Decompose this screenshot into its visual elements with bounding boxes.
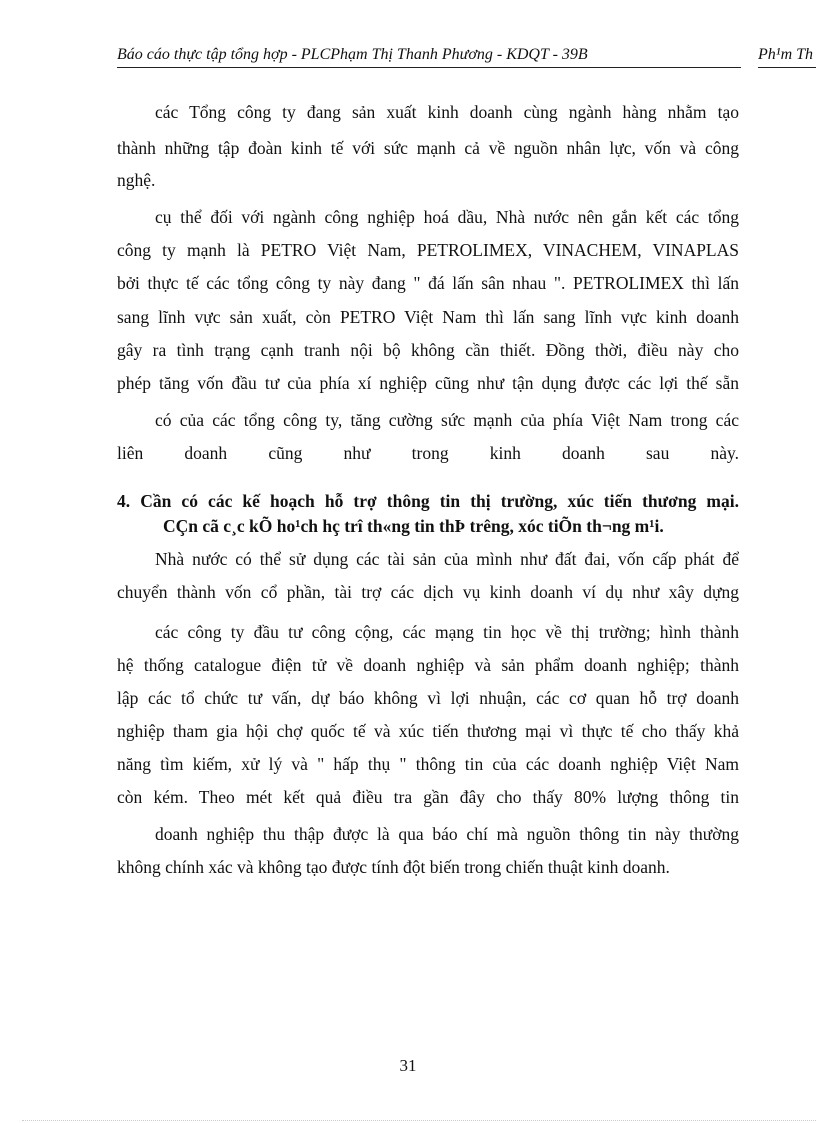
- body-line: còn kém. Theo mét kết quả điều tra gần đây cho thấy 80% lượng thông tin: [117, 787, 739, 807]
- body-line: không chính xác và không tạo được tính đột biến trong chiến thuật kinh doanh.: [117, 857, 670, 877]
- body-line: cụ thể đối với ngành công nghiệp hoá dầu, Nhà nước nên gắn kết các tổng: [155, 207, 739, 227]
- body-line: có của các tổng công ty, tăng cường sức mạnh của phía Việt Nam trong các: [155, 410, 739, 430]
- body-line: lập các tổ chức tư vấn, dự báo không vì lợi nhuận, các cơ quan hỗ trợ doanh: [117, 688, 739, 708]
- page-number: 31: [399, 1056, 417, 1075]
- body-line: năng tìm kiếm, xử lý và " hấp thụ " thông tin của các doanh nghiệp Việt Nam: [117, 754, 739, 774]
- body-line: gây ra tình trạng cạnh tranh nội bộ không cần thiết. Đồng thời, điều này cho: [117, 340, 739, 360]
- body-line: hệ thống catalogue điện tử về doanh nghiệp và sản phẩm doanh nghiệp; thành: [117, 655, 739, 675]
- body-line: doanh nghiệp thu thập được là qua báo chí mà nguồn thông tin này thường: [155, 824, 739, 844]
- body-line: sang lĩnh vực sản xuất, còn PETRO Việt Nam thì lấn sang lĩnh vực kinh doanh: [117, 307, 739, 327]
- section-heading: 4. Cần có các kế hoạch hỗ trợ thông tin thị trường, xúc tiến thương mại.: [117, 491, 739, 511]
- body-line: chuyển thành vốn cổ phần, tài trợ các dịch vụ kinh doanh ví dụ như xây dựng: [117, 582, 739, 602]
- body-line: nghiệp tham gia hội chợ quốc tế và xúc tiến thương mại vì thực tế cho thấy khả: [117, 721, 739, 741]
- body-line: Nhà nước có thể sử dụng các tài sản của mình như đất đai, vốn cấp phát để: [155, 549, 739, 569]
- body-line: bởi thực tế các tổng công ty này đang " đá lấn sân nhau ". PETROLIMEX thì lấn: [117, 273, 739, 293]
- body-line: các Tổng công ty đang sản xuất kinh doanh cùng ngành hàng nhằm tạo: [155, 102, 739, 122]
- section-heading-garbled: CÇn cã c¸c kÕ ho¹ch hç trî th«ng tin thÞ trêng, xóc tiÕn th¬ng m¹i.: [163, 516, 664, 536]
- body-line: công ty mạnh là PETRO Việt Nam, PETROLIMEX, VINACHEM, VINAPLAS: [117, 240, 739, 260]
- body-line: các công ty đầu tư công cộng, các mạng tin học về thị trường; hình thành: [155, 622, 739, 642]
- running-header: Báo cáo thực tập tổng hợp - PLCPhạm Thị Thanh Phương - KDQT - 39B: [117, 46, 741, 68]
- body-line: liên doanh cũng như trong kinh doanh sau này.: [117, 443, 739, 463]
- body-line: thành những tập đoàn kinh tế với sức mạnh cả về nguồn nhân lực, vốn và công: [117, 138, 739, 158]
- body-line: phép tăng vốn đầu tư của phía xí nghiệp cũng như tận dụng được các lợi thế sẵn: [117, 373, 739, 393]
- running-header-author: Ph¹m Th: [758, 46, 816, 68]
- footer-rule: [22, 1120, 816, 1121]
- body-line: nghệ.: [117, 170, 156, 190]
